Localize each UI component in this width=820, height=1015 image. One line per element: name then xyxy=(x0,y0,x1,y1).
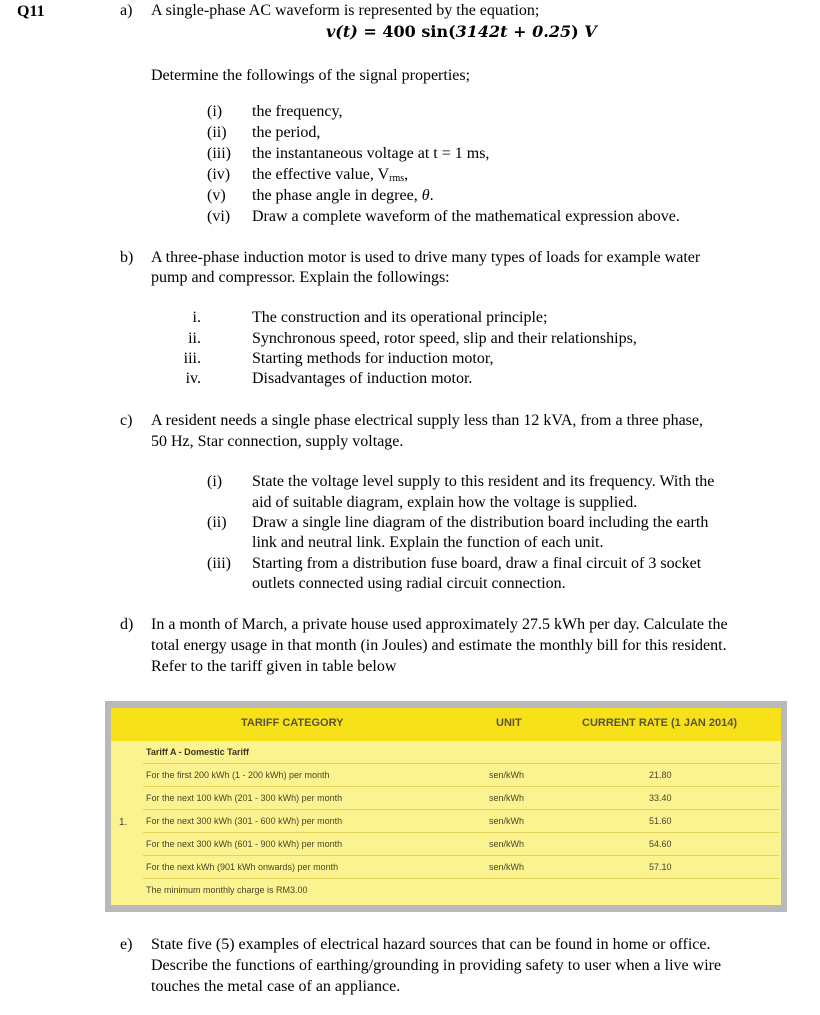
tariff-row-rate: 57.10 xyxy=(649,862,672,872)
part-b-item-num: iii. xyxy=(183,350,201,367)
part-c-item-num: (i) xyxy=(207,473,223,490)
part-d-label: d) xyxy=(120,616,134,633)
rms-text: the effective value, V xyxy=(252,166,390,183)
part-a-label: a) xyxy=(120,2,133,19)
part-a-item-num: (i) xyxy=(207,103,223,120)
part-e-line: State five (5) examples of electrical hazard sources that can be found in home or office. xyxy=(151,936,711,953)
part-a-item-text: the period, xyxy=(252,124,321,141)
part-c-item-text: link and neutral link. Explain the function of each unit. xyxy=(252,534,604,551)
eq-argument: 3142t + 0.25 xyxy=(455,22,572,41)
part-d-line: total energy usage in that month (in Joules) and estimate the monthly bill for this resident. xyxy=(151,637,727,654)
part-c-line: A resident needs a single phase electrical supply less than 12 kVA, from a three phase, xyxy=(151,412,703,429)
tariff-section-title: Tariff A - Domestic Tariff xyxy=(146,747,250,757)
part-a-item-text: the instantaneous voltage at t = 1 ms, xyxy=(252,145,490,162)
waveform-equation xyxy=(326,22,597,41)
part-d-line: Refer to the tariff given in table below xyxy=(151,658,397,675)
tariff-row-rate: 21.80 xyxy=(649,770,672,780)
part-a-item-text xyxy=(252,166,408,184)
row-divider xyxy=(143,786,779,787)
rms-text-end: , xyxy=(404,166,409,183)
part-c-item-text: outlets connected using radial circuit connection. xyxy=(252,575,566,592)
part-b-item-text: Disadvantages of induction motor. xyxy=(252,370,473,387)
part-c-item-num: (ii) xyxy=(207,514,227,531)
part-c-item-num: (iii) xyxy=(207,555,231,572)
part-d-line: In a month of March, a private house used approximately 27.5 kWh per day. Calculate the xyxy=(151,616,728,633)
tariff-row-unit: sen/kWh xyxy=(489,839,525,849)
tariff-row-unit: sen/kWh xyxy=(489,862,525,872)
tariff-row-unit: sen/kWh xyxy=(489,770,525,780)
tariff-row-category: For the next 300 kWh (301 - 600 kWh) per month xyxy=(146,816,343,826)
row-divider xyxy=(143,809,779,810)
tariff-row-category: For the next 300 kWh (601 - 900 kWh) per month xyxy=(146,839,343,849)
header-tariff-category: TARIFF CATEGORY xyxy=(241,717,344,729)
part-b-item-text: Synchronous speed, rotor speed, slip and their relationships, xyxy=(252,330,637,347)
header-unit: UNIT xyxy=(496,717,522,729)
part-b-line: A three-phase induction motor is used to drive many types of loads for example water xyxy=(151,249,701,266)
part-e-label: e) xyxy=(120,936,133,953)
part-e-line: Describe the functions of earthing/grounding in providing safety to user when a live wire xyxy=(151,957,722,974)
part-a-item-text xyxy=(252,187,434,205)
tariff-row-category: For the first 200 kWh (1 - 200 kWh) per month xyxy=(146,770,330,780)
part-a-intro: A single-phase AC waveform is represented by the equation; xyxy=(151,2,540,19)
part-c-item-text: State the voltage level supply to this resident and its frequency. With the xyxy=(252,473,715,490)
row-divider xyxy=(143,855,779,856)
tariff-row-unit: sen/kWh xyxy=(489,816,525,826)
part-a-prompt: Determine the followings of the signal properties; xyxy=(151,67,471,84)
header-current-rate: CURRENT RATE (1 JAN 2014) xyxy=(582,717,738,729)
part-b-item-num: i. xyxy=(192,309,201,326)
row-divider xyxy=(143,832,779,833)
part-a-item-text: Draw a complete waveform of the mathematical expression above. xyxy=(252,208,680,225)
tariff-table xyxy=(111,708,781,905)
part-b-item-text: Starting methods for induction motor, xyxy=(252,350,494,367)
tariff-row-category: For the next kWh (901 kWh onwards) per month xyxy=(146,862,339,872)
part-b-item-text: The construction and its operational principle; xyxy=(252,309,548,326)
part-c-item-text: aid of suitable diagram, explain how the voltage is supplied. xyxy=(252,494,638,511)
part-c-item-text: Draw a single line diagram of the distribution board including the earth xyxy=(252,514,709,531)
part-a-item-num: (iii) xyxy=(207,145,231,162)
rms-subscript: rms xyxy=(389,173,405,184)
tariff-row-rate: 51.60 xyxy=(649,816,672,826)
part-b-label: b) xyxy=(120,249,134,266)
part-b-item-num: iv. xyxy=(185,370,201,387)
part-c-label: c) xyxy=(120,412,133,429)
eq-amplitude: 400 xyxy=(382,22,416,41)
part-a-item-num: (iv) xyxy=(207,166,231,183)
theta-symbol: θ xyxy=(421,187,430,204)
part-c-item-text: Starting from a distribution fuse board, draw a final circuit of 3 socket xyxy=(252,555,702,572)
eq-lhs: v(t) = xyxy=(326,22,383,41)
part-b-line: pump and compressor. Explain the followings: xyxy=(151,269,450,286)
part-c-line: 50 Hz, Star connection, supply voltage. xyxy=(151,433,404,450)
phase-text: the phase angle in degree, xyxy=(252,187,422,204)
part-e-line: touches the metal case of an appliance. xyxy=(151,978,401,995)
eq-unit: V xyxy=(584,22,597,41)
row-divider xyxy=(143,763,779,764)
part-a-item-num: (ii) xyxy=(207,124,227,141)
part-b-item-num: ii. xyxy=(188,330,201,347)
part-a-item-num: (vi) xyxy=(207,208,231,225)
tariff-row-category: For the next 100 kWh (201 - 300 kWh) per month xyxy=(146,793,343,803)
eq-close: ) xyxy=(571,22,585,41)
tariff-row-rate: 54.60 xyxy=(649,839,672,849)
tariff-footer-note: The minimum monthly charge is RM3.00 xyxy=(146,885,308,895)
tariff-row-unit: sen/kWh xyxy=(489,793,525,803)
row-divider xyxy=(143,878,779,879)
part-a-item-num: (v) xyxy=(207,187,226,204)
table-row-marker: 1. xyxy=(119,817,128,828)
tariff-table-header xyxy=(111,708,781,741)
tariff-row-rate: 33.40 xyxy=(649,793,672,803)
part-a-item-text: the frequency, xyxy=(252,103,343,120)
eq-function: sin( xyxy=(415,22,456,41)
question-number: Q11 xyxy=(17,3,45,20)
phase-text-end: . xyxy=(429,187,434,204)
